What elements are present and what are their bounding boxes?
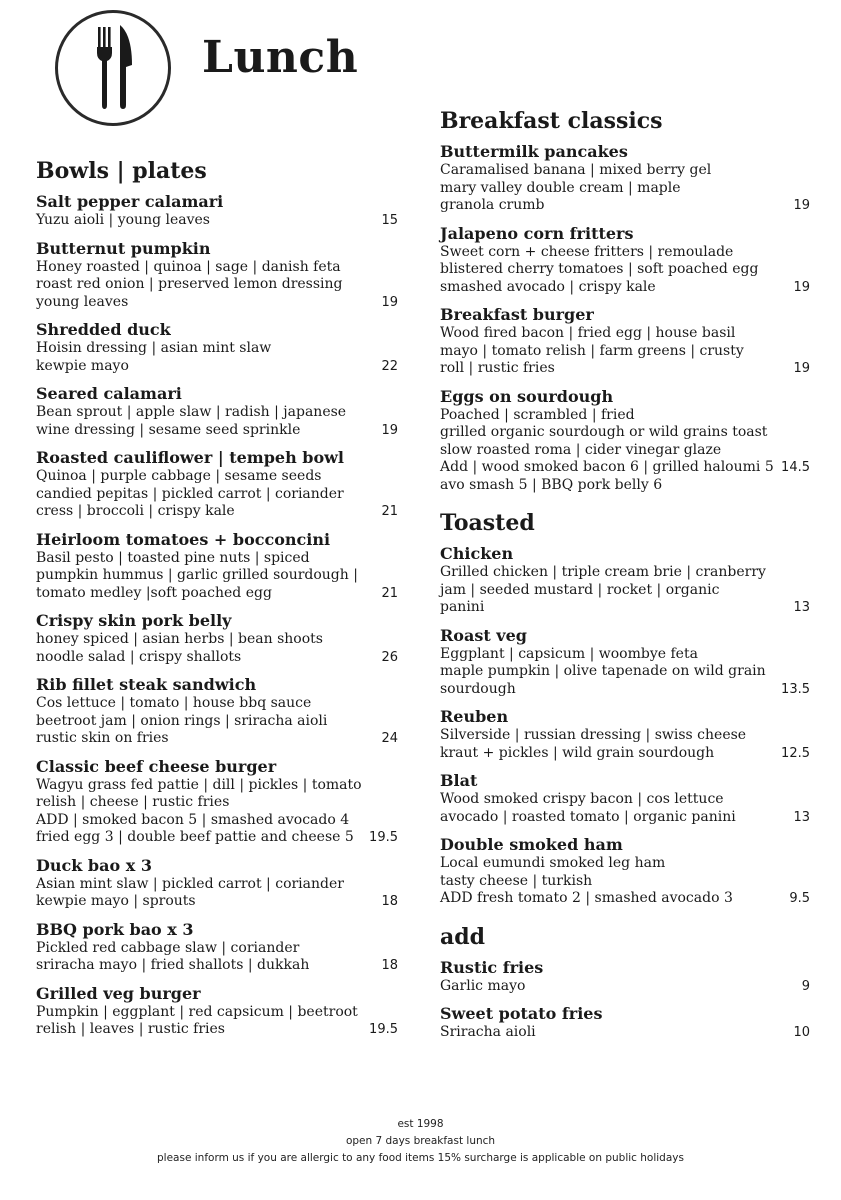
description-line: Yuzu aioli | young leaves: [36, 212, 210, 228]
menu-item-description: [36, 404, 398, 439]
menu-item-name: Classic beef cheese burger: [36, 756, 277, 776]
menu-item-sweet-potato-fries: [440, 1004, 810, 1042]
description-line: Asian mint slaw | pickled carrot | coriander: [36, 875, 344, 892]
menu-item-name: Grilled veg burger: [36, 983, 201, 1003]
description-line: tasty cheese | turkish: [440, 872, 593, 889]
description-line: roast red onion | preserved lemon dressing: [36, 276, 343, 292]
description-line: honey spiced | asian herbs | bean shoots: [36, 631, 323, 647]
menu-item-name: Seared calamari: [36, 384, 182, 403]
footer: [0, 1116, 841, 1167]
menu-item-price: 19.5: [369, 830, 398, 845]
menu-item-seared-calamari: [36, 384, 398, 439]
menu-item-description: [440, 791, 810, 826]
menu-item-price: 18: [381, 958, 398, 973]
section-title-breakfast-classics: Breakfast classics: [440, 108, 663, 134]
description-line: Wood smoked crispy bacon | cos lettuce: [440, 791, 724, 807]
menu-item-name: Blat: [440, 771, 478, 790]
description-line: pumpkin hummus | garlic grilled sourdough |: [36, 567, 358, 583]
description-line: smashed avocado | crispy kale: [440, 278, 656, 295]
description-line: beetroot jam | onion rings | sriracha aioli: [36, 712, 328, 729]
footer-allergy-notice: please inform us if you are allergic to any food items 15% surcharge is applicable on public holidays: [157, 1152, 684, 1164]
description-line: Add | wood smoked bacon 6 | grilled haloumi 5: [440, 459, 774, 475]
description-line: Grilled chicken | triple cream brie | cranberry: [440, 564, 766, 580]
menu-item-description: [36, 777, 398, 847]
menu-item-rustic-fries: [440, 958, 810, 996]
description-line: granola crumb: [440, 197, 545, 213]
description-line: jam | seeded mustard | rocket | organic: [440, 581, 720, 598]
menu-item-name: BBQ pork bao x 3: [36, 919, 194, 939]
menu-item-description: [440, 646, 810, 699]
menu-item-shredded-duck: [36, 320, 398, 375]
description-line: sourdough: [440, 680, 516, 697]
description-line: Garlic mayo: [440, 977, 526, 994]
menu-item-description: [440, 727, 810, 762]
description-line: ADD fresh tomato 2 | smashed avocado 3: [440, 890, 733, 906]
menu-item-eggs-on-sourdough: [440, 387, 810, 495]
description-line: ADD | smoked bacon 5 | smashed avocado 4: [36, 811, 350, 828]
fork-knife-icon: [55, 10, 171, 126]
menu-item-name: Sweet potato fries: [440, 1004, 603, 1023]
menu-item-description: [36, 340, 398, 375]
menu-item-classic-beef-cheese-burger: [36, 757, 398, 847]
menu-item-description: [36, 259, 398, 312]
menu-item-name: Duck bao x 3: [36, 855, 152, 875]
menu-item-butternut-pumpkin: [36, 239, 398, 312]
menu-item-name: Double smoked ham: [440, 835, 623, 854]
menu-item-price: 9: [801, 978, 810, 994]
description-line: panini: [440, 599, 485, 615]
description-line: maple pumpkin | olive tapenade on wild grain: [440, 663, 766, 679]
description-line: roll | rustic fries: [440, 360, 555, 376]
menu-item-breakfast-burger: [440, 305, 810, 378]
menu-item-price: 19: [793, 279, 810, 295]
description-line: sriracha mayo | fried shallots | dukkah: [36, 957, 310, 973]
description-line: relish | cheese | rustic fries: [36, 794, 230, 810]
menu-item-roasted-cauliflower-tempeh-bowl: [36, 448, 398, 521]
menu-item-double-smoked-ham: [440, 835, 810, 908]
menu-item-description: [36, 1004, 398, 1039]
menu-item-name: Jalapeno corn fritters: [440, 223, 634, 243]
menu-item-grilled-veg-burger: [36, 984, 398, 1039]
menu-item-buttermilk-pancakes: [440, 142, 810, 215]
description-line: Cos lettuce | tomato | house bbq sauce: [36, 695, 312, 711]
description-line: Honey roasted | quinoa | sage | danish feta: [36, 258, 341, 275]
menu-item-description: [36, 695, 398, 748]
description-line: Local eumundi smoked leg ham: [440, 855, 666, 871]
menu-item-price: 19: [381, 294, 398, 310]
description-line: tomato medley |soft poached egg: [36, 584, 272, 601]
menu-item-name: Rustic fries: [440, 957, 544, 977]
description-line: Bean sprout | apple slaw | radish | japanese: [36, 404, 347, 420]
menu-item-description: [440, 162, 810, 215]
menu-item-name: Rib fillet steak sandwich: [36, 675, 257, 694]
menu-item-description: [440, 407, 810, 495]
menu-item-blat: [440, 771, 810, 826]
menu-item-description: [36, 468, 398, 521]
description-line: candied pepitas | pickled carrot | coriander: [36, 485, 344, 502]
menu-item-roast-veg: [440, 626, 810, 699]
menu-item-price: 19: [793, 361, 810, 376]
description-line: Sweet corn + cheese fritters | remoulade: [440, 243, 734, 260]
menu-item-jalapeno-corn-fritters: [440, 224, 810, 297]
description-line: mary valley double cream | maple: [440, 179, 681, 196]
section-title-bowls-plates: Bowls | plates: [36, 158, 207, 184]
menu-item-name: Breakfast burger: [440, 305, 594, 324]
menu-item-name: Buttermilk pancakes: [440, 142, 628, 161]
description-line: cress | broccoli | crispy kale: [36, 503, 235, 519]
description-line: kewpie mayo | sprouts: [36, 893, 196, 909]
description-line: Quinoa | purple cabbage | sesame seeds: [36, 468, 322, 484]
menu-item-name: Heirloom tomatoes + bocconcini: [36, 529, 331, 549]
menu-item-price: 14.5: [781, 460, 810, 475]
menu-item-description: [36, 212, 398, 230]
menu-item-name: Butternut pumpkin: [36, 238, 211, 258]
description-line: relish | leaves | rustic fries: [36, 1021, 225, 1037]
menu-item-heirloom-tomatoes-bocconcini: [36, 530, 398, 603]
description-line: Eggplant | capsicum | woombye feta: [440, 645, 698, 662]
menu-item-description: [440, 564, 810, 617]
description-line: fried egg 3 | double beef pattie and cheese 5: [36, 829, 354, 845]
description-line: young leaves: [36, 293, 129, 310]
menu-item-bbq-pork-bao-x-3: [36, 920, 398, 975]
footer-established: est 1998: [397, 1118, 444, 1130]
menu-item-description: [440, 978, 810, 996]
menu-item-name: Shredded duck: [36, 320, 171, 339]
menu-item-price: 19: [793, 198, 810, 213]
footer-opening-hours: open 7 days breakfast lunch: [345, 1135, 496, 1147]
menu-item-name: Reuben: [440, 707, 509, 726]
description-line: blistered cherry tomatoes | soft poached egg: [440, 261, 759, 277]
description-line: Pumpkin | eggplant | red capsicum | beetroot: [36, 1003, 358, 1020]
bowls-plates-column: [36, 156, 398, 1039]
description-line: Basil pesto | toasted pine nuts | spiced: [36, 549, 310, 566]
menu-item-name: Roasted cauliflower | tempeh bowl: [36, 448, 344, 467]
menu-item-description: [440, 1024, 810, 1042]
menu-item-reuben: [440, 707, 810, 762]
description-line: wine dressing | sesame seed sprinkle: [36, 421, 301, 438]
menu-item-price: 24: [381, 731, 398, 746]
description-line: Sriracha aioli: [440, 1024, 536, 1040]
description-line: avo smash 5 | BBQ pork belly 6: [440, 476, 663, 493]
menu-item-price: 10: [793, 1025, 810, 1040]
menu-item-price: 13: [793, 809, 810, 825]
menu-item-duck-bao-x-3: [36, 856, 398, 911]
menu-item-price: 22: [381, 358, 398, 374]
description-line: Wood fired bacon | fried egg | house basil: [440, 325, 736, 341]
description-line: noodle salad | crispy shallots: [36, 648, 242, 665]
menu-item-description: [36, 940, 398, 975]
menu-item-name: Salt pepper calamari: [36, 192, 224, 211]
menu-item-price: 13: [793, 600, 810, 615]
description-line: Caramalised banana | mixed berry gel: [440, 162, 712, 178]
section-title-add: add: [440, 923, 486, 950]
menu-item-description: [36, 631, 398, 666]
menu-item-price: 9.5: [789, 891, 810, 906]
menu-item-name: Chicken: [440, 544, 514, 563]
menu-item-price: 12.5: [781, 745, 810, 761]
page-title: Lunch: [202, 32, 359, 83]
description-line: kewpie mayo: [36, 357, 129, 374]
description-line: Wagyu grass fed pattie | dill | pickles | tomato: [36, 776, 362, 793]
menu-item-price: 19: [381, 422, 398, 438]
description-line: Silverside | russian dressing | swiss cheese: [440, 727, 747, 743]
description-line: kraut + pickles | wild grain sourdough: [440, 744, 715, 761]
menu-item-crispy-skin-pork-belly: [36, 611, 398, 666]
menu-item-price: 21: [381, 585, 398, 601]
breakfast-toasted-column: [440, 106, 810, 1042]
menu-item-description: [440, 244, 810, 297]
menu-item-price: 26: [381, 649, 398, 665]
description-line: slow roasted roma | cider vinegar glaze: [440, 441, 722, 458]
menu-item-description: [36, 876, 398, 911]
menu-item-salt-pepper-calamari: [36, 192, 398, 230]
description-line: avocado | roasted tomato | organic panini: [440, 808, 736, 825]
menu-item-price: 19.5: [369, 1022, 398, 1037]
description-line: grilled organic sourdough or wild grains toast: [440, 424, 768, 440]
description-line: Pickled red cabbage slaw | coriander: [36, 939, 300, 956]
menu-item-description: [440, 325, 810, 378]
menu-item-description: [36, 550, 398, 603]
section-title-toasted: Toasted: [440, 510, 535, 536]
menu-item-price: 18: [381, 894, 398, 909]
menu-item-price: 13.5: [781, 681, 810, 697]
description-line: mayo | tomato relish | farm greens | crusty: [440, 342, 744, 359]
description-line: Hoisin dressing | asian mint slaw: [36, 340, 272, 356]
menu-item-price: 21: [381, 504, 398, 519]
menu-item-name: Roast veg: [440, 625, 527, 645]
menu-item-name: Crispy skin pork belly: [36, 611, 232, 630]
menu-item-chicken: [440, 544, 810, 617]
menu-item-price: 15: [381, 213, 398, 228]
menu-item-rib-fillet-steak-sandwich: [36, 675, 398, 748]
menu-item-name: Eggs on sourdough: [440, 386, 614, 406]
description-line: Poached | scrambled | fried: [440, 406, 635, 423]
menu-item-description: [440, 855, 810, 908]
description-line: rustic skin on fries: [36, 730, 169, 746]
